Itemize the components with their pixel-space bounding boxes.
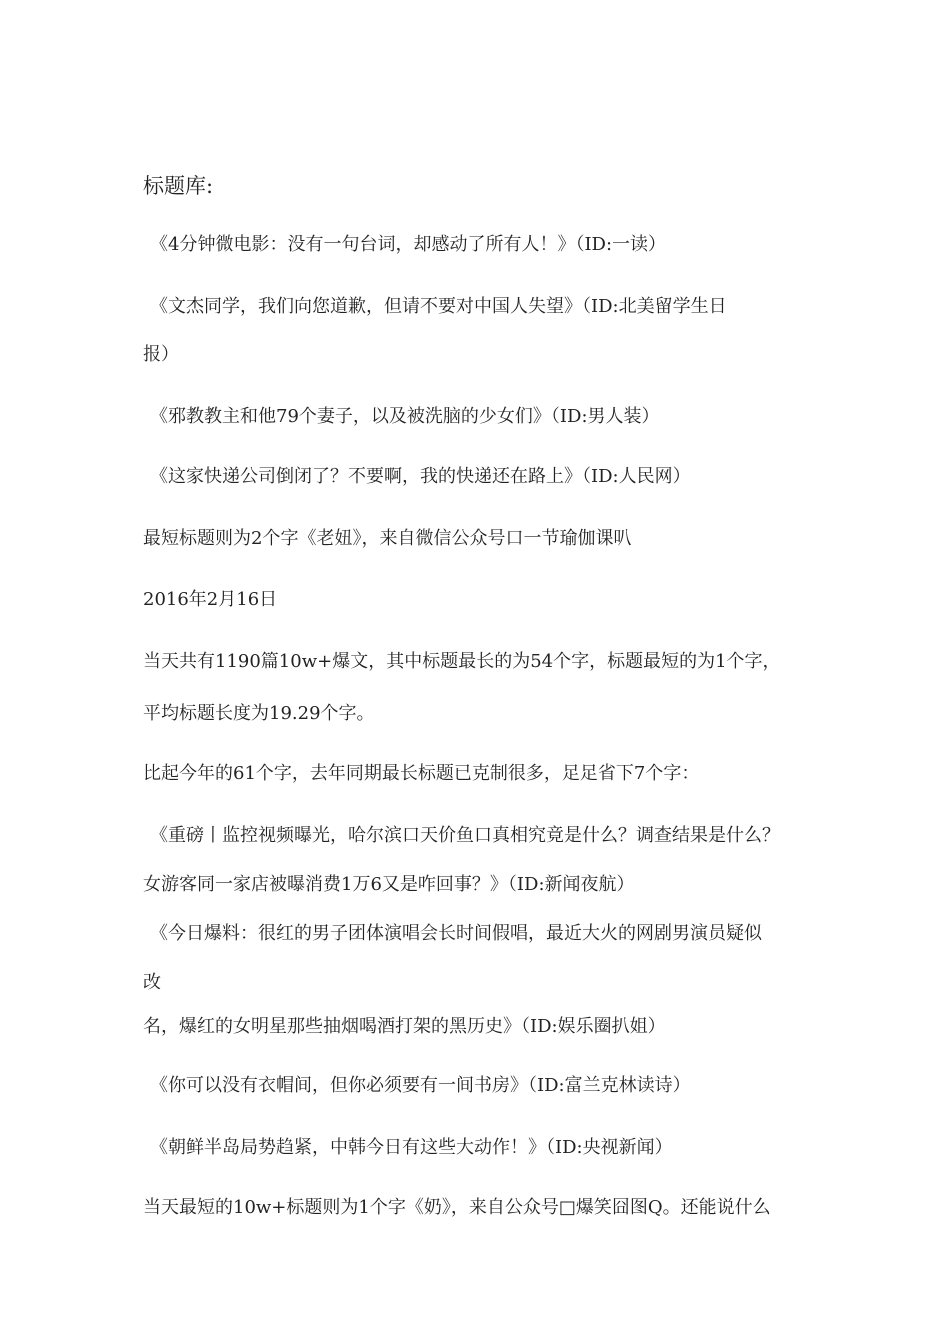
- stats-line-2: 平均标题长度为19.29个字。: [143, 703, 375, 724]
- title-example-7: 《你可以没有衣帽间，但你必须要有一间书房》（ID:富兰克林读诗）: [150, 1075, 691, 1096]
- title-example-2-line1: 《文杰同学，我们向您道歉，但请不要对中国人失望》（ID:北美留学生日: [150, 296, 727, 317]
- shortest-title-note: 最短标题则为2个字《老妞》，来自微信公众号口一节瑜伽课叭: [143, 528, 632, 549]
- shortest-10w-note: 当天最短的10w+标题则为1个字《奶》，来自公众号□爆笑囧图Q。还能说什么: [143, 1197, 771, 1218]
- title-example-5-line1: 《重磅丨监控视频曝光，哈尔滨口天价鱼口真相究竟是什么？调查结果是什么？: [150, 825, 780, 846]
- title-example-3: 《邪教教主和他79个妻子，以及被洗脑的少女们》（ID:男人装）: [150, 406, 660, 427]
- comparison-line: 比起今年的61个字，去年同期最长标题已克制很多，足足省下7个字：: [143, 763, 700, 784]
- stats-line-1: 当天共有1190篇10w+爆文，其中标题最长的为54个字，标题最短的为1个字，: [143, 651, 781, 672]
- title-example-8: 《朝鲜半岛局势趋紧，中韩今日有这些大动作！》（ID:央视新闻）: [150, 1137, 673, 1158]
- date-line: 2016年2月16日: [143, 589, 278, 610]
- title-example-4: 《这家快递公司倒闭了？不要啊，我的快递还在路上》（ID:人民网）: [150, 466, 691, 487]
- page-heading: 标题库:: [143, 174, 214, 198]
- title-example-2-line2: 报）: [143, 344, 179, 365]
- title-example-6-line2: 改: [143, 972, 161, 993]
- title-example-6-line3: 名，爆红的女明星那些抽烟喝酒打架的黑历史》（ID:娱乐圈扒姐）: [143, 1016, 666, 1037]
- title-example-6-line1: 《今日爆料：很红的男子团体演唱会长时间假唱，最近大火的网剧男演员疑似: [150, 923, 762, 944]
- title-example-5-line2: 女游客同一家店被曝消费1万6又是咋回事？》（ID:新闻夜航）: [143, 874, 635, 895]
- title-example-1: 《4分钟微电影：没有一句台词，却感动了所有人！》（ID:一读）: [150, 234, 667, 255]
